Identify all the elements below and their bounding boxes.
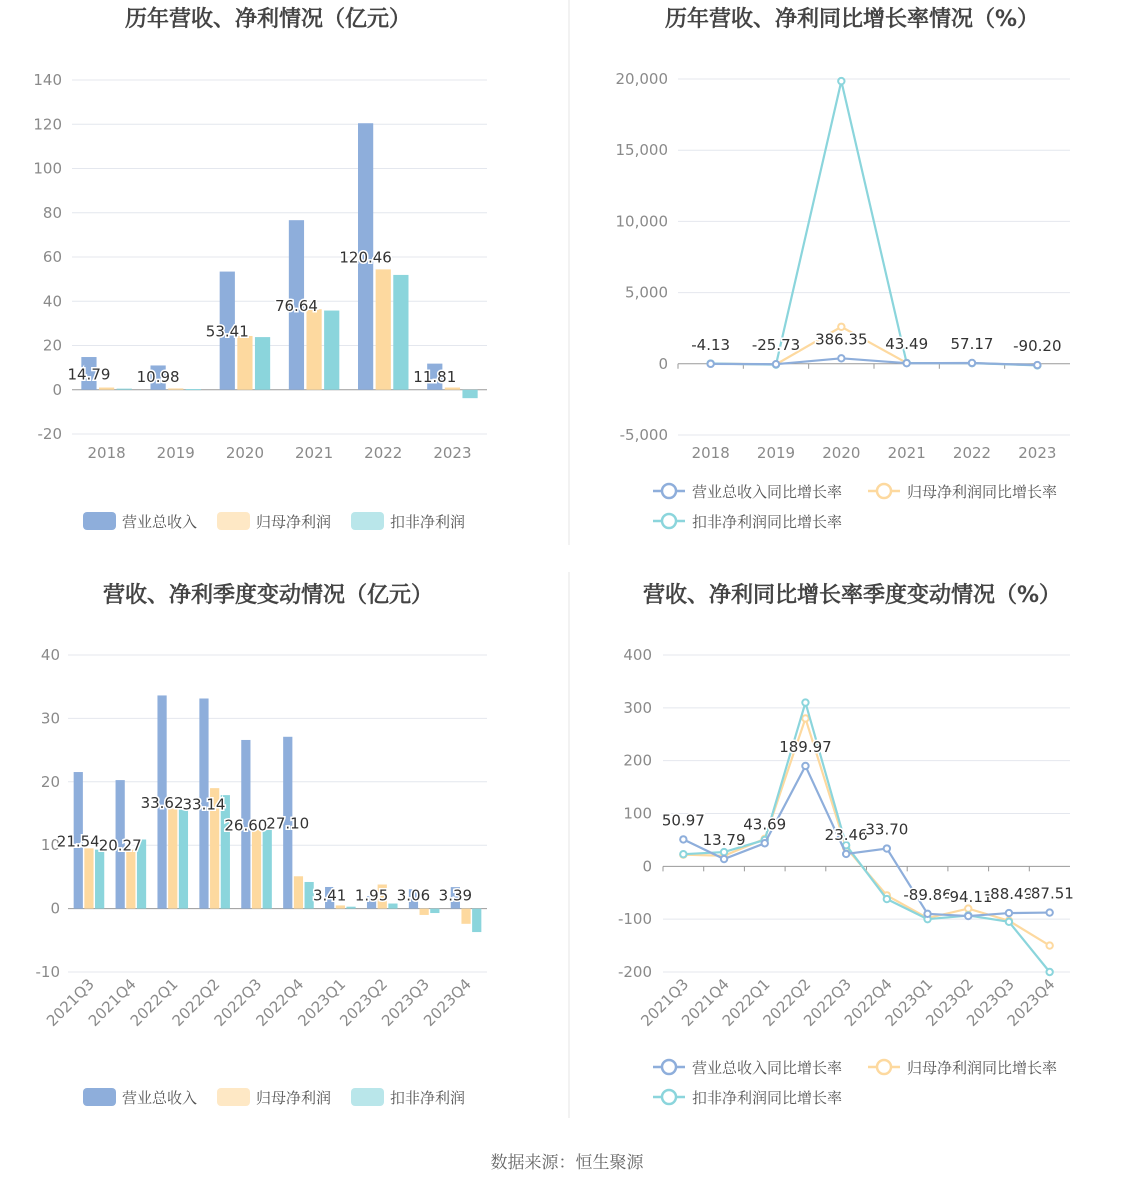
series-point-1 bbox=[903, 360, 909, 366]
legend-item bbox=[217, 1088, 331, 1107]
y-tick-label: 20 bbox=[40, 772, 60, 791]
x-tick-label: 2023Q4 bbox=[1003, 975, 1059, 1030]
chart-1 bbox=[33, 6, 487, 531]
y-tick-label: 100 bbox=[33, 159, 62, 178]
chart-title: 营收、净利季度变动情况（亿元） bbox=[102, 583, 434, 608]
x-tick-label: 2023Q1 bbox=[294, 975, 350, 1030]
y-tick-label: 40 bbox=[40, 646, 60, 664]
charts-group bbox=[33, 6, 1073, 1107]
chart-3 bbox=[36, 582, 488, 1107]
legend-item bbox=[217, 512, 331, 531]
data-label: 120.46 bbox=[339, 248, 392, 267]
legend-item bbox=[83, 512, 197, 531]
y-tick-label: 0 bbox=[658, 354, 668, 373]
series-point-1 bbox=[838, 355, 844, 361]
series-point-1 bbox=[924, 911, 930, 917]
series-point-3 bbox=[884, 896, 890, 902]
bar-2 bbox=[294, 876, 303, 908]
x-tick-label: 2022Q2 bbox=[168, 975, 224, 1030]
y-tick-label: 0 bbox=[52, 380, 62, 399]
series-point-3 bbox=[1046, 969, 1052, 975]
series-point-3 bbox=[680, 851, 686, 857]
bar-3 bbox=[186, 389, 201, 390]
chart-title: 历年营收、净利同比增长率情况（%） bbox=[664, 7, 1040, 32]
legend-swatch bbox=[217, 512, 250, 530]
data-label: 3.41 bbox=[312, 886, 347, 905]
y-tick-label: 0 bbox=[642, 857, 652, 876]
y-tick-label: 0 bbox=[50, 899, 60, 918]
x-tick-label: 2022Q4 bbox=[252, 975, 308, 1030]
x-tick-label: 2023Q3 bbox=[378, 975, 433, 1030]
series-point-2 bbox=[802, 715, 808, 721]
bar-3 bbox=[346, 907, 355, 909]
legend-swatch-marker bbox=[662, 484, 676, 498]
data-label: -90.20 bbox=[1013, 337, 1062, 356]
legend-label: 扣非净利润同比增长率 bbox=[692, 513, 843, 531]
data-label: 21.54 bbox=[56, 832, 100, 851]
y-tick-label: 400 bbox=[623, 646, 652, 664]
legend-item bbox=[351, 512, 465, 531]
data-label: 76.64 bbox=[274, 296, 318, 315]
legend-item bbox=[653, 513, 842, 531]
data-label: 10.98 bbox=[136, 367, 180, 386]
x-tick-label: 2021 bbox=[887, 444, 926, 462]
data-label: 33.62 bbox=[140, 794, 184, 813]
chart-title: 营收、净利同比增长率季度变动情况（%） bbox=[642, 583, 1062, 608]
x-tick-label: 2021Q3 bbox=[42, 975, 98, 1030]
x-tick-label: 2022 bbox=[364, 444, 403, 462]
legend-label: 扣非净利润 bbox=[390, 513, 466, 531]
x-tick-label: 2022Q3 bbox=[800, 975, 855, 1030]
series-point-1 bbox=[884, 845, 890, 851]
x-tick-label: 2021Q4 bbox=[678, 975, 733, 1030]
bar-2 bbox=[84, 848, 93, 908]
series-point-1 bbox=[969, 360, 975, 366]
y-tick-label: 20,000 bbox=[615, 70, 668, 88]
series-point-1 bbox=[721, 856, 727, 862]
x-tick-label: 2023 bbox=[433, 444, 472, 462]
y-tick-label: -100 bbox=[617, 910, 652, 929]
x-tick-label: 2018 bbox=[87, 444, 126, 462]
x-tick-label: 2020 bbox=[822, 444, 861, 462]
data-source-note: 数据来源：恒生聚源 bbox=[490, 1153, 644, 1173]
series-point-1 bbox=[680, 836, 686, 842]
data-label: 189.97 bbox=[779, 737, 832, 756]
bar-3 bbox=[324, 311, 339, 390]
legend-item bbox=[653, 483, 842, 501]
data-label: 53.41 bbox=[205, 322, 249, 341]
x-tick-label: 2023Q2 bbox=[336, 975, 392, 1030]
x-tick-label: 2019 bbox=[156, 444, 195, 462]
legend-swatch bbox=[351, 1088, 384, 1106]
legend-swatch-marker bbox=[877, 484, 891, 498]
x-tick-label: 2022Q3 bbox=[210, 975, 266, 1030]
y-tick-label: 5,000 bbox=[625, 283, 668, 302]
bar-2 bbox=[99, 388, 114, 390]
data-label: -4.13 bbox=[691, 335, 731, 354]
series-point-2 bbox=[965, 905, 971, 911]
y-tick-label: -200 bbox=[617, 963, 652, 981]
legend-label: 归母净利润 bbox=[256, 1089, 332, 1107]
x-tick-label: 2022Q1 bbox=[126, 975, 182, 1030]
legend-label: 营业总收入 bbox=[122, 1089, 198, 1107]
x-tick-label: 2021Q4 bbox=[84, 975, 140, 1030]
data-label: 386.35 bbox=[815, 330, 868, 349]
y-tick-label: 40 bbox=[42, 292, 62, 311]
x-tick-label: 2019 bbox=[756, 444, 796, 462]
bar-2 bbox=[445, 388, 460, 390]
data-label: 20.27 bbox=[98, 836, 142, 855]
x-tick-label: 2023Q3 bbox=[962, 975, 1018, 1030]
data-label: -25.73 bbox=[751, 336, 801, 355]
legend-label: 营业总收入同比增长率 bbox=[692, 1059, 843, 1077]
data-label: 33.14 bbox=[182, 795, 226, 814]
data-label: 57.17 bbox=[950, 334, 994, 353]
bar-3 bbox=[430, 909, 439, 913]
bar-2 bbox=[237, 336, 252, 390]
bar-3 bbox=[472, 909, 481, 932]
legend-label: 归母净利润同比增长率 bbox=[907, 483, 1058, 501]
legend-label: 扣非净利润 bbox=[390, 1089, 466, 1107]
data-label: 23.46 bbox=[824, 825, 868, 844]
series-point-1 bbox=[843, 851, 849, 857]
bar-3 bbox=[393, 275, 408, 390]
chart-2 bbox=[616, 6, 1071, 531]
legend-label: 归母净利润同比增长率 bbox=[907, 1059, 1058, 1077]
y-tick-label: 10,000 bbox=[615, 212, 668, 231]
data-label: 33.70 bbox=[865, 820, 909, 839]
series-point-1 bbox=[802, 763, 808, 769]
data-label: 3.39 bbox=[438, 886, 473, 905]
series-point-1 bbox=[965, 913, 971, 919]
series-point-1 bbox=[1034, 362, 1040, 368]
legend-swatch-marker bbox=[662, 1090, 676, 1104]
data-label: -87.51 bbox=[1025, 884, 1074, 903]
legend-swatch bbox=[217, 1088, 250, 1106]
y-tick-label: 15,000 bbox=[615, 141, 668, 160]
series-point-1 bbox=[762, 840, 768, 846]
legend-label: 扣非净利润同比增长率 bbox=[692, 1089, 843, 1107]
legend-item bbox=[351, 1088, 465, 1107]
legend-swatch bbox=[83, 1088, 116, 1106]
y-tick-label: 300 bbox=[623, 698, 652, 717]
bar-3 bbox=[255, 337, 270, 390]
chart-title: 历年营收、净利情况（亿元） bbox=[124, 7, 412, 32]
x-tick-label: 2022Q1 bbox=[718, 975, 774, 1030]
y-tick-label: 60 bbox=[42, 248, 62, 266]
data-label: 3.06 bbox=[396, 886, 431, 905]
y-tick-label: 10 bbox=[40, 836, 60, 855]
legend-swatch-marker bbox=[662, 514, 676, 528]
y-tick-label: -20 bbox=[37, 425, 62, 443]
data-label: 11.81 bbox=[413, 367, 457, 386]
y-tick-label: -5,000 bbox=[619, 426, 668, 444]
data-label: 13.79 bbox=[702, 831, 746, 850]
x-tick-label: 2022Q4 bbox=[840, 975, 896, 1030]
x-tick-label: 2023Q2 bbox=[922, 975, 978, 1030]
data-label: 50.97 bbox=[661, 811, 705, 830]
data-label: 43.69 bbox=[743, 815, 787, 834]
x-tick-label: 2020 bbox=[225, 444, 265, 462]
y-tick-label: 30 bbox=[40, 709, 60, 728]
bar-3 bbox=[462, 390, 477, 398]
data-label: 27.10 bbox=[266, 814, 310, 833]
legend-item bbox=[653, 1059, 842, 1077]
bar-3 bbox=[263, 829, 272, 909]
x-tick-label: 2021 bbox=[294, 444, 334, 462]
legend-label: 归母净利润 bbox=[256, 513, 332, 531]
y-tick-label: 140 bbox=[33, 71, 62, 89]
series-point-1 bbox=[1006, 910, 1012, 916]
series-point-3 bbox=[1006, 919, 1012, 925]
series-point-2 bbox=[1046, 942, 1052, 948]
bar-2 bbox=[168, 808, 177, 908]
data-label: -89.86 bbox=[903, 885, 952, 904]
data-label: -88.49 bbox=[984, 885, 1034, 904]
data-label: 14.79 bbox=[67, 365, 111, 384]
bar-2 bbox=[336, 905, 345, 908]
legend-swatch-marker bbox=[662, 1060, 676, 1074]
series-point-3 bbox=[838, 78, 844, 84]
chart-4 bbox=[618, 582, 1074, 1107]
y-tick-label: 20 bbox=[42, 336, 62, 355]
data-label: 26.60 bbox=[224, 816, 268, 835]
bar-2 bbox=[306, 309, 321, 390]
bar-2 bbox=[252, 830, 261, 909]
series-point-1 bbox=[707, 361, 713, 367]
data-label: 1.95 bbox=[354, 886, 389, 905]
bar-2 bbox=[376, 269, 391, 389]
x-tick-label: 2018 bbox=[691, 444, 730, 462]
bar-3 bbox=[179, 810, 188, 909]
x-tick-label: 2022Q2 bbox=[759, 975, 815, 1030]
y-tick-label: -10 bbox=[35, 963, 60, 981]
series-point-1 bbox=[773, 361, 779, 367]
y-tick-label: 200 bbox=[623, 751, 652, 770]
legend-swatch bbox=[351, 512, 384, 530]
legend-swatch bbox=[83, 512, 116, 530]
x-tick-label: 2023Q4 bbox=[420, 975, 475, 1030]
series-line-3 bbox=[711, 81, 1038, 365]
data-label: -94.11 bbox=[944, 888, 993, 907]
legend-item bbox=[83, 1088, 197, 1107]
legend-label: 营业总收入 bbox=[122, 513, 198, 531]
bar-2 bbox=[126, 850, 135, 909]
series-point-2 bbox=[838, 324, 844, 330]
legend-item bbox=[868, 483, 1057, 501]
legend-item bbox=[868, 1059, 1057, 1077]
y-tick-label: 100 bbox=[623, 804, 652, 823]
bar-3 bbox=[95, 850, 104, 909]
y-tick-label: 120 bbox=[33, 115, 62, 134]
legend-swatch-marker bbox=[877, 1060, 891, 1074]
bar-2 bbox=[168, 388, 183, 389]
bar-2 bbox=[420, 909, 429, 915]
legend-label: 营业总收入同比增长率 bbox=[692, 483, 843, 501]
bar-2 bbox=[461, 909, 470, 924]
x-tick-label: 2021Q3 bbox=[637, 975, 693, 1030]
x-tick-label: 2023 bbox=[1018, 444, 1057, 462]
series-point-1 bbox=[1046, 909, 1052, 915]
x-tick-label: 2023Q1 bbox=[881, 975, 937, 1030]
x-tick-label: 2022 bbox=[952, 444, 992, 462]
data-label: 43.49 bbox=[885, 335, 929, 354]
y-tick-label: 80 bbox=[42, 203, 62, 222]
legend-item bbox=[653, 1089, 842, 1107]
series-point-3 bbox=[802, 699, 808, 705]
bar-3 bbox=[117, 389, 132, 390]
series-point-3 bbox=[721, 849, 727, 855]
